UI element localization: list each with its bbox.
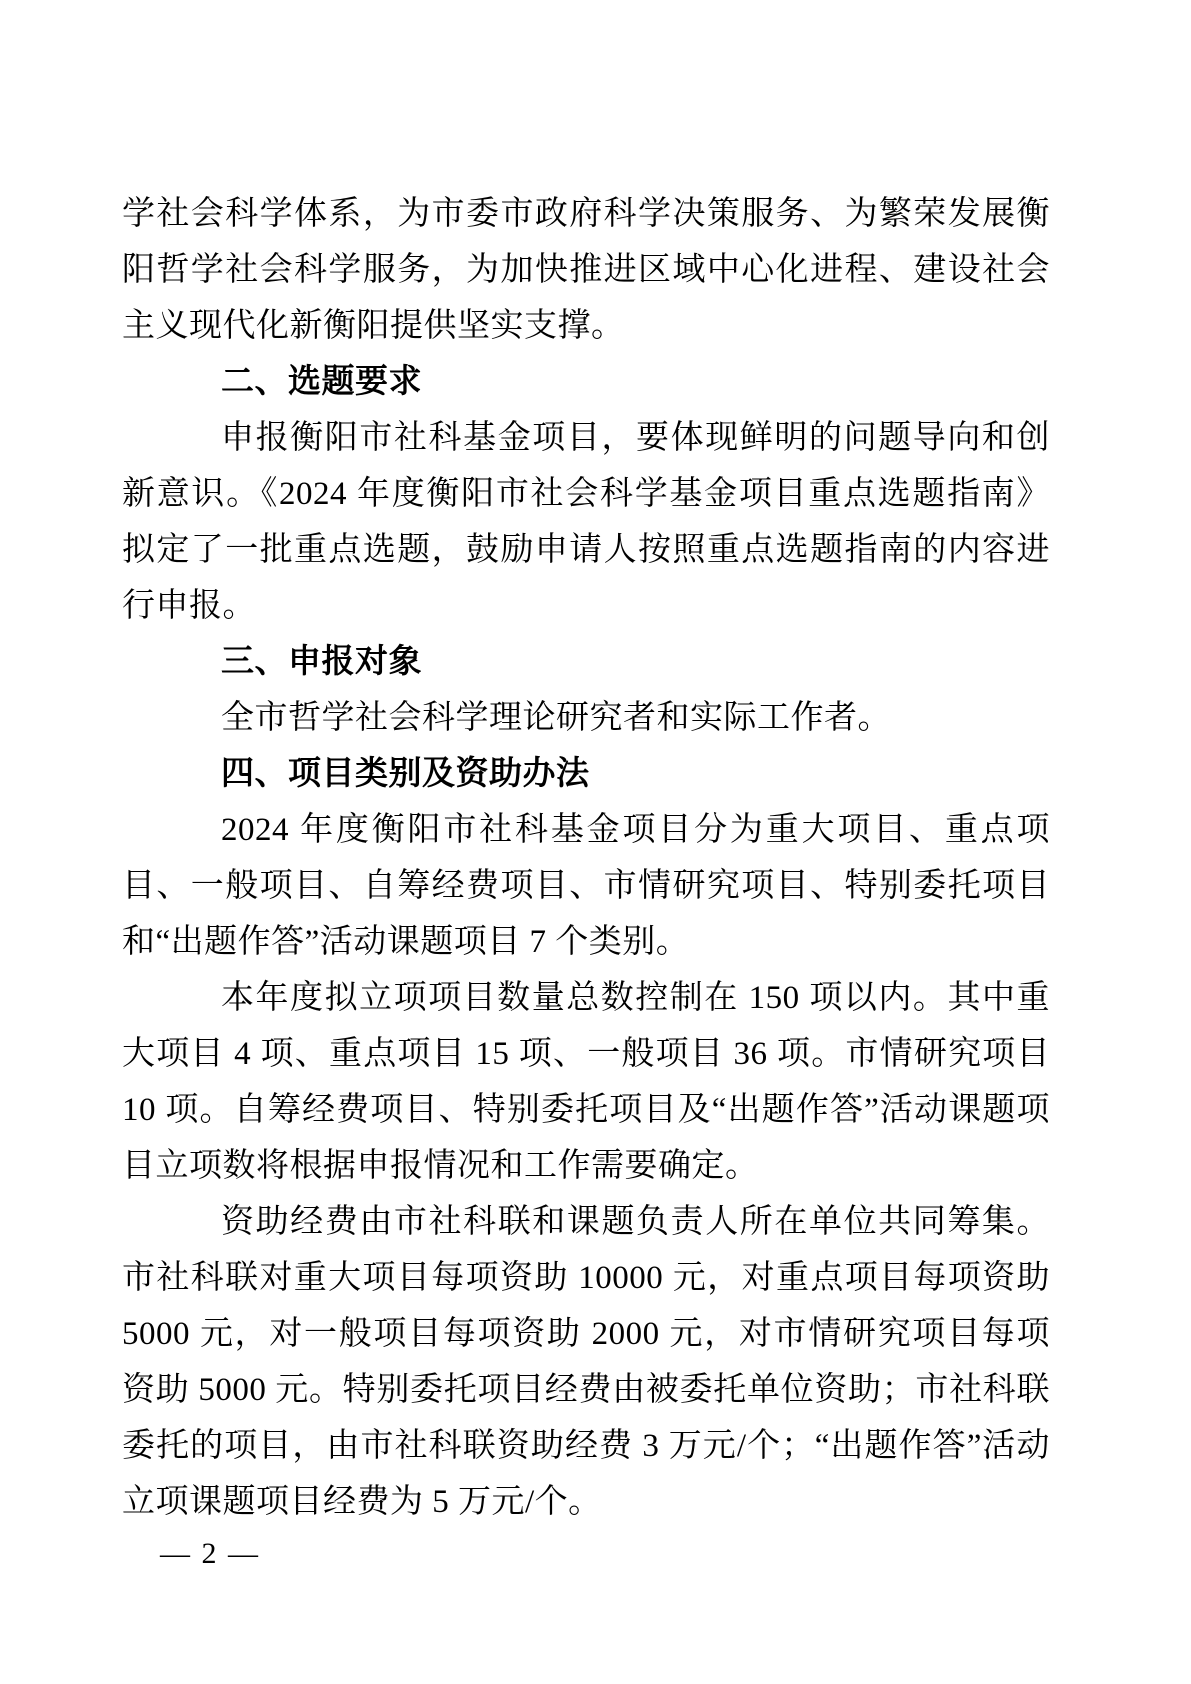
section-heading: 三、申报对象 <box>221 644 422 680</box>
body-paragraph: 全市哲学社会科学理论研究者和实际工作者。 <box>221 700 891 736</box>
section-heading: 二、选题要求 <box>221 364 422 400</box>
body-paragraph: 资助经费由市社科联和课题负责人所在单位共同筹集。市社科联对重大项目每项资助 10000 元，对重点项目每项资助 5000 元，对一般项目每项资助 2000 元，对市情研究项目每项资助 5000 元。特别委托项目经费由被委托单位资助；市社科联委托的项目，由市社科联资助经费 3 万元/个；“出题作答”活动立项课题项目经费为 5 万元/个。 <box>122 1204 1050 1520</box>
body-paragraph: 本年度拟立项项目数量总数控制在 150 项以内。其中重大项目 4 项、重点项目 15 项、一般项目 36 项。市情研究项目 10 项。自筹经费项目、特别委托项目及“出题作答”活动课题项目立项数将根据申报情况和工作需要确定。 <box>122 980 1050 1184</box>
body-paragraph: 学社会科学体系，为市委市政府科学决策服务、为繁荣发展衡阳哲学社会科学服务，为加快推进区域中心化进程、建设社会主义现代化新衡阳提供坚实支撑。 <box>122 196 1050 344</box>
body-paragraph: 申报衡阳市社科基金项目，要体现鲜明的问题导向和创新意识。《2024 年度衡阳市社会科学基金项目重点选题指南》拟定了一批重点选题，鼓励申请人按照重点选题指南的内容进行申报。 <box>122 420 1050 624</box>
page-number: — 2 — <box>160 1537 260 1570</box>
document-body <box>122 186 1050 1574</box>
section-heading: 四、项目类别及资助办法 <box>221 756 590 792</box>
body-paragraph: 2024 年度衡阳市社科基金项目分为重大项目、重点项目、一般项目、自筹经费项目、市情研究项目、特别委托项目和“出题作答”活动课题项目 7 个类别。 <box>122 812 1050 960</box>
